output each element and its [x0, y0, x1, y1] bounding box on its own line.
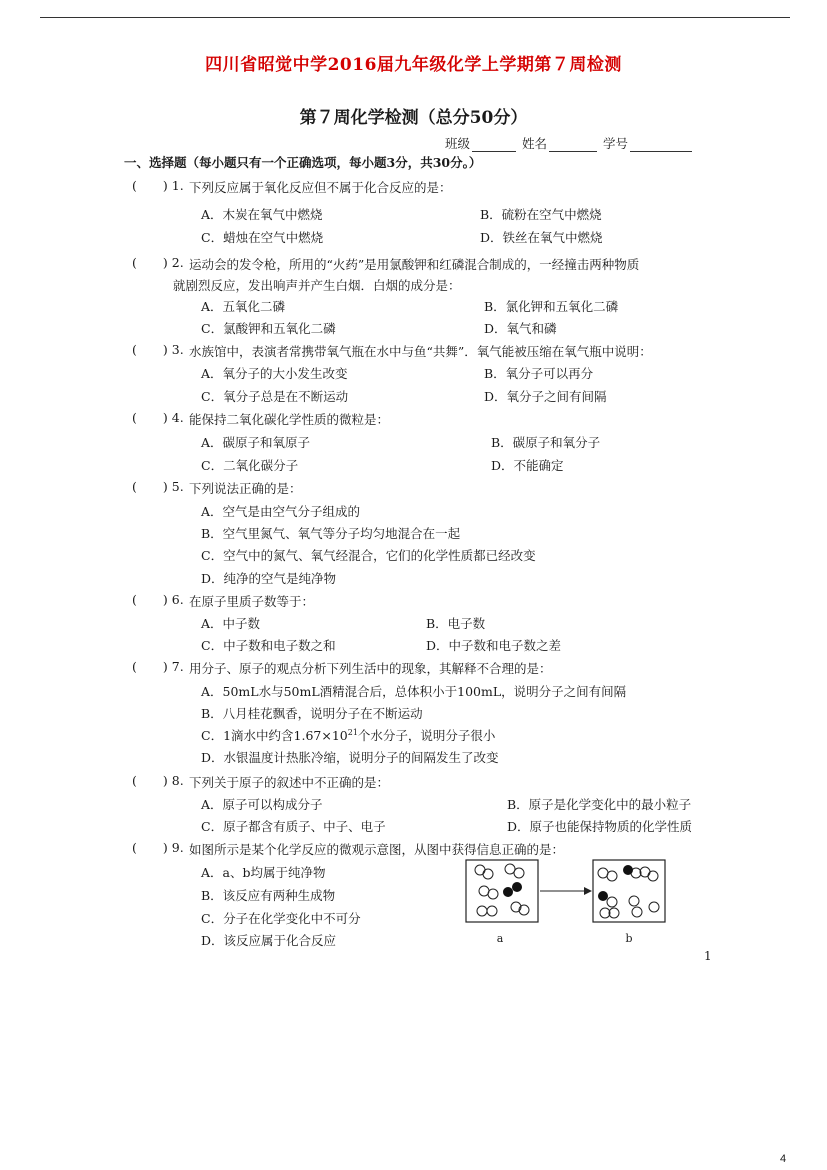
id-blank — [630, 139, 692, 152]
option-c: C．二氧化碳分子 — [201, 458, 299, 473]
option-d: D．氧分子之间有间隔 — [484, 389, 607, 404]
question-stem: 在原子里质子数等于： — [189, 594, 315, 609]
option-b: B．电子数 — [426, 616, 486, 631]
document-title: 四川省昭觉中学2016届九年级化学上学期第７周检测 — [205, 55, 622, 75]
option-d: D．纯净的空气是纯净物 — [201, 571, 337, 586]
option-c: C．蜡烛在空气中燃烧 — [201, 230, 324, 245]
question-stem: 水族馆中，表演者常携带氧气瓶在水中与鱼“共舞”．氧气能被压缩在氧气瓶中说明： — [189, 344, 652, 359]
option-d: D．原子也能保持物质的化学性质 — [507, 819, 693, 834]
option-b: B．该反应有两种生成物 — [201, 888, 336, 903]
option-a: A．碳原子和氧原子 — [201, 435, 311, 450]
answer-paren: ( ) 1. — [132, 178, 184, 193]
class-blank — [472, 139, 516, 152]
option-d: D．该反应属于化合反应 — [201, 933, 337, 948]
option-b: B．硫粉在空气中燃烧 — [480, 207, 602, 222]
arrow-head-icon — [584, 887, 592, 895]
footer-page-number: 4 — [780, 1153, 787, 1165]
option-a: A．a、b均属于纯净物 — [201, 865, 326, 880]
section-heading: 一、选择题（每小题只有一个正确选项，每小题3分，共30分。） — [124, 155, 482, 170]
answer-paren: ( ) 4. — [132, 410, 184, 425]
answer-paren: ( ) 5. — [132, 479, 184, 494]
dark-atom — [598, 891, 608, 901]
option-a: A．原子可以构成分子 — [201, 797, 323, 812]
label-a: a — [496, 932, 504, 945]
option-d: D．氧气和磷 — [484, 321, 557, 336]
dark-atom — [512, 882, 522, 892]
dark-atom — [503, 887, 513, 897]
option-d: D．铁丝在氧气中燃烧 — [480, 230, 603, 245]
option-b: B．原子是化学变化中的最小粒子 — [507, 797, 692, 812]
answer-paren: ( ) 7. — [132, 659, 184, 674]
option-c: C．分子在化学变化中不可分 — [201, 911, 361, 926]
option-d: D．中子数和电子数之差 — [426, 638, 562, 653]
answer-paren: ( ) 9. — [132, 840, 184, 855]
option-c: C．氧分子总是在不断运动 — [201, 389, 349, 404]
answer-paren: ( ) 3. — [132, 342, 184, 357]
scan-page-number: 1 — [704, 949, 712, 963]
question-stem: 如图所示是某个化学反应的微观示意图，从图中获得信息正确的是： — [189, 842, 565, 857]
question-stem-line2: 就剧烈反应，发出响声并产生白烟．白烟的成分是： — [173, 278, 461, 293]
id-label: 学号 — [603, 136, 629, 151]
name-label: 姓名 — [522, 136, 548, 151]
answer-paren: ( ) 6. — [132, 592, 184, 607]
option-b: B．八月桂花飘香，说明分子在不断运动 — [201, 706, 423, 721]
question-stem: 下列关于原子的叙述中不正确的是： — [189, 775, 390, 790]
option-b: B．氧分子可以再分 — [484, 366, 594, 381]
exam-title: 第７周化学检测（总分50分） — [299, 108, 528, 128]
option-d: D．水银温度计热胀冷缩，说明分子的间隔发生了改变 — [201, 750, 499, 765]
option-b: B．氯化钾和五氧化二磷 — [484, 299, 619, 314]
answer-paren: ( ) 8. — [132, 773, 184, 788]
option-a: A．木炭在氧气中燃烧 — [201, 207, 323, 222]
option-a: A．中子数 — [201, 616, 261, 631]
question-stem: 用分子、原子的观点分析下列生活中的现象，其解释不合理的是： — [189, 661, 552, 676]
exponent: 21 — [347, 727, 358, 737]
option-d: D．不能确定 — [491, 458, 564, 473]
option-c: C．中子数和电子数之和 — [201, 638, 336, 653]
option-c: C．1滴水中约含$1.67\times 10^{21}$个水分子，说明分子很小 — [201, 727, 496, 743]
option-c: C．空气中的氮气、氧气经混合，它们的化学性质都已经改变 — [201, 548, 536, 563]
name-blank — [549, 139, 597, 152]
option-a: A．五氧化二磷 — [201, 299, 286, 314]
question-stem: 运动会的发令枪，所用的“火药”是用氯酸钾和红磷混合制成的，一经撞击两种物质 — [189, 257, 640, 272]
label-b: b — [625, 932, 633, 945]
option-a: A．氧分子的大小发生改变 — [201, 366, 348, 381]
option-a: A．50mL水与50mL酒精混合后，总体积小于100mL，说明分子之间有间隔 — [201, 684, 627, 699]
reaction-micro-diagram — [462, 858, 688, 948]
class-label: 班级 — [445, 136, 471, 151]
option-c: C．原子都含有质子、中子、电子 — [201, 819, 386, 834]
question-stem: 能保持二氧化碳化学性质的微粒是： — [189, 412, 390, 427]
answer-paren: ( ) 2. — [132, 255, 184, 270]
option-a: A．空气是由空气分子组成的 — [201, 504, 361, 519]
student-info-row — [445, 134, 694, 152]
option-b: B．空气里氮气、氧气等分子均匀地混合在一起 — [201, 526, 461, 541]
dark-atom — [623, 865, 633, 875]
option-b: B．碳原子和氧分子 — [491, 435, 601, 450]
question-stem: 下列说法正确的是： — [189, 481, 302, 496]
option-c: C．氯酸钾和五氧化二磷 — [201, 321, 336, 336]
question-stem: 下列反应属于氧化反应但不属于化合反应的是： — [189, 180, 452, 195]
